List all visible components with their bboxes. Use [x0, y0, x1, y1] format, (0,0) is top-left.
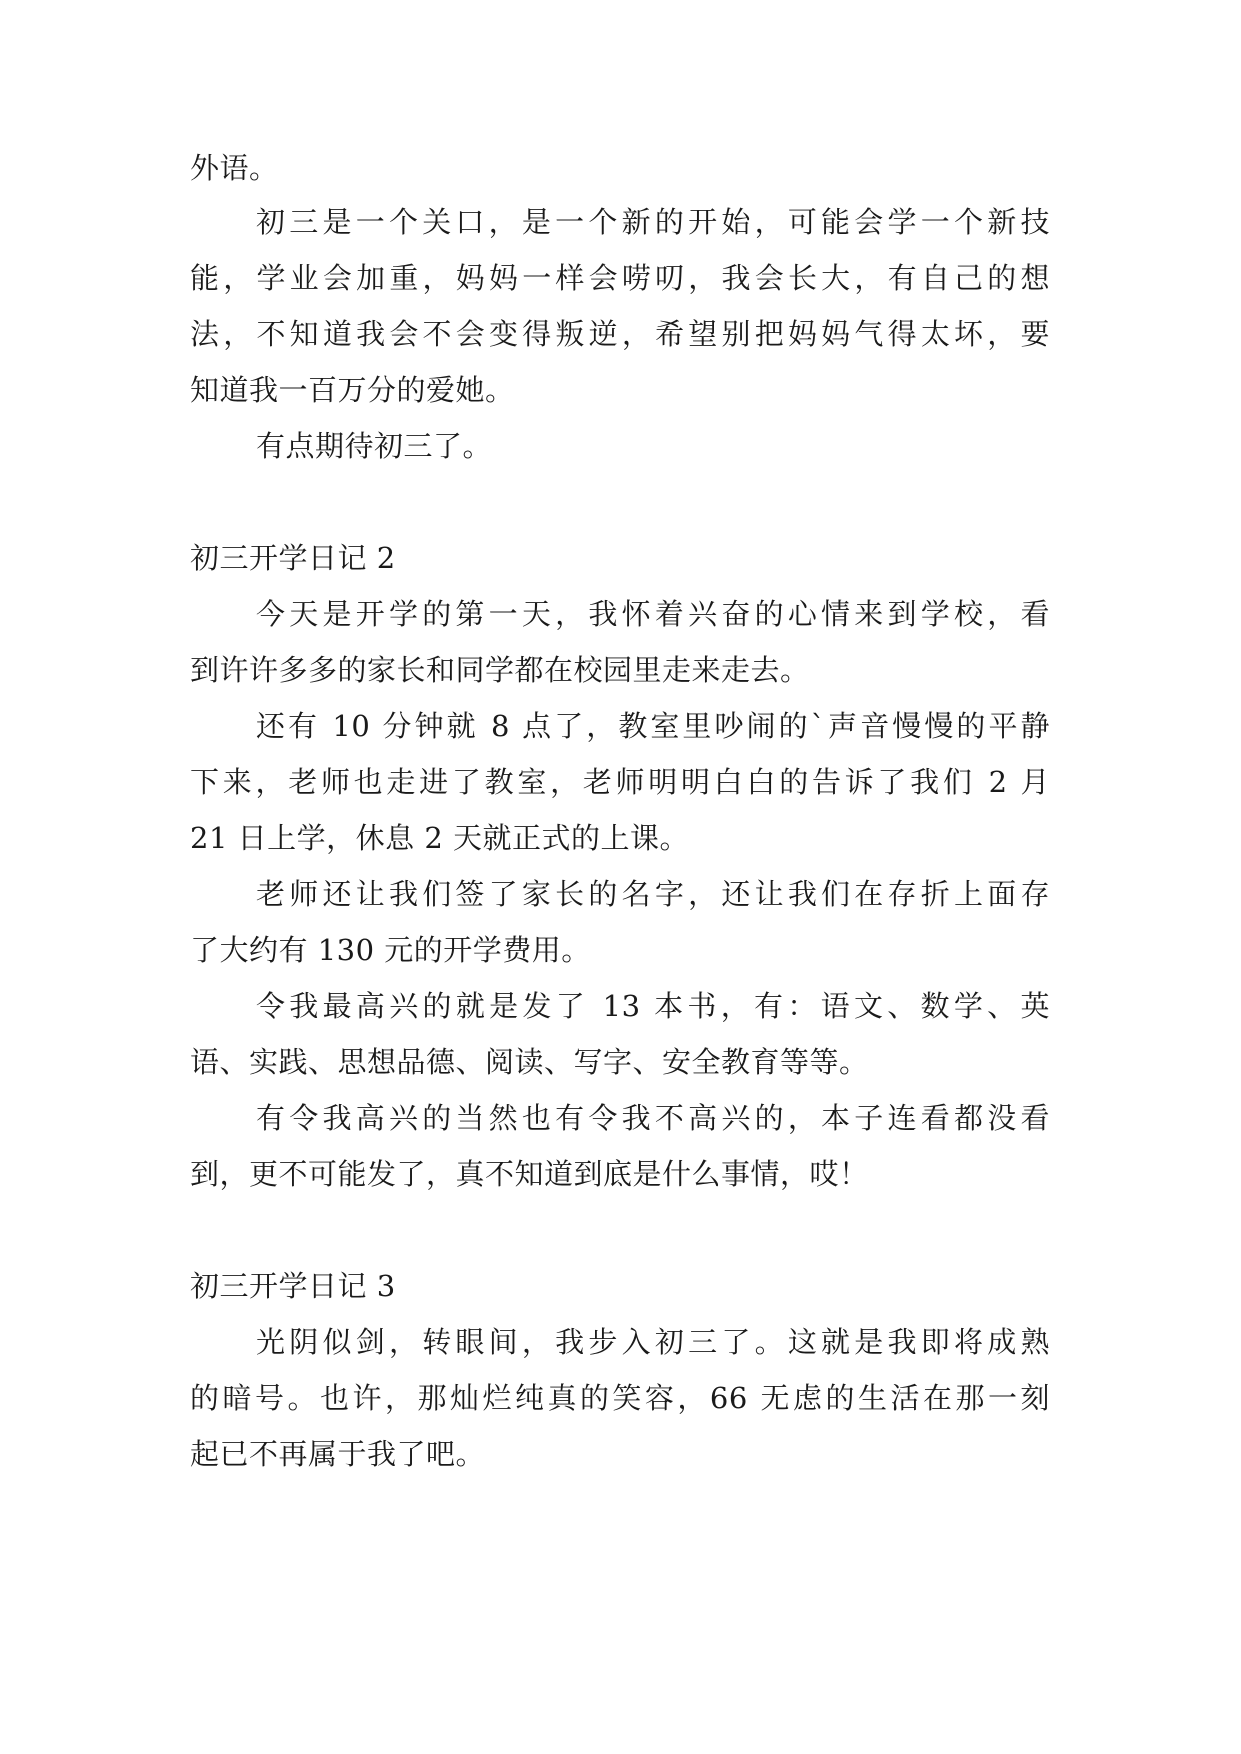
paragraph-line: 有点期待初三了。 — [256, 429, 493, 463]
paragraph-line: 还有 10 分钟就 8 点了，教室里吵闹的`声音慢慢的平静 — [256, 709, 1050, 743]
paragraph-line: 初三是一个关口，是一个新的开始，可能会学一个新技 — [256, 205, 1050, 239]
paragraph-line: 法，不知道我会不会变得叛逆，希望别把妈妈气得太坏，要 — [190, 317, 1050, 351]
section-heading: 初三开学日记 2 — [190, 541, 396, 575]
paragraph-line: 能，学业会加重，妈妈一样会唠叨，我会长大，有自己的想 — [190, 261, 1050, 295]
section-heading: 初三开学日记 3 — [190, 1269, 396, 1303]
paragraph-line: 今天是开学的第一天，我怀着兴奋的心情来到学校，看 — [256, 597, 1050, 631]
paragraph-line: 了大约有 130 元的开学费用。 — [190, 933, 591, 967]
paragraph-line: 语、实践、思想品德、阅读、写字、安全教育等等。 — [190, 1045, 869, 1079]
paragraph-line: 令我最高兴的就是发了 13 本书，有：语文、数学、英 — [256, 989, 1050, 1023]
paragraph-line: 知道我一百万分的爱她。 — [190, 373, 515, 407]
paragraph-line: 的暗号。也许，那灿烂纯真的笑容，66 无虑的生活在那一刻 — [190, 1381, 1050, 1415]
paragraph-line: 外语。 — [190, 151, 279, 185]
paragraph-line: 下来，老师也走进了教室，老师明明白白的告诉了我们 2 月 — [190, 765, 1050, 799]
paragraph-line: 老师还让我们签了家长的名字，还让我们在存折上面存 — [256, 877, 1050, 911]
paragraph-line: 起已不再属于我了吧。 — [190, 1437, 486, 1471]
paragraph-line: 到，更不可能发了，真不知道到底是什么事情，哎！ — [190, 1157, 869, 1191]
paragraph-line: 光阴似剑，转眼间，我步入初三了。这就是我即将成熟 — [256, 1325, 1050, 1359]
paragraph-line: 21 日上学，休息 2 天就正式的上课。 — [190, 821, 690, 855]
paragraph-line: 到许许多多的家长和同学都在校园里走来走去。 — [190, 653, 810, 687]
paragraph-line: 有令我高兴的当然也有令我不高兴的，本子连看都没看 — [256, 1101, 1050, 1135]
